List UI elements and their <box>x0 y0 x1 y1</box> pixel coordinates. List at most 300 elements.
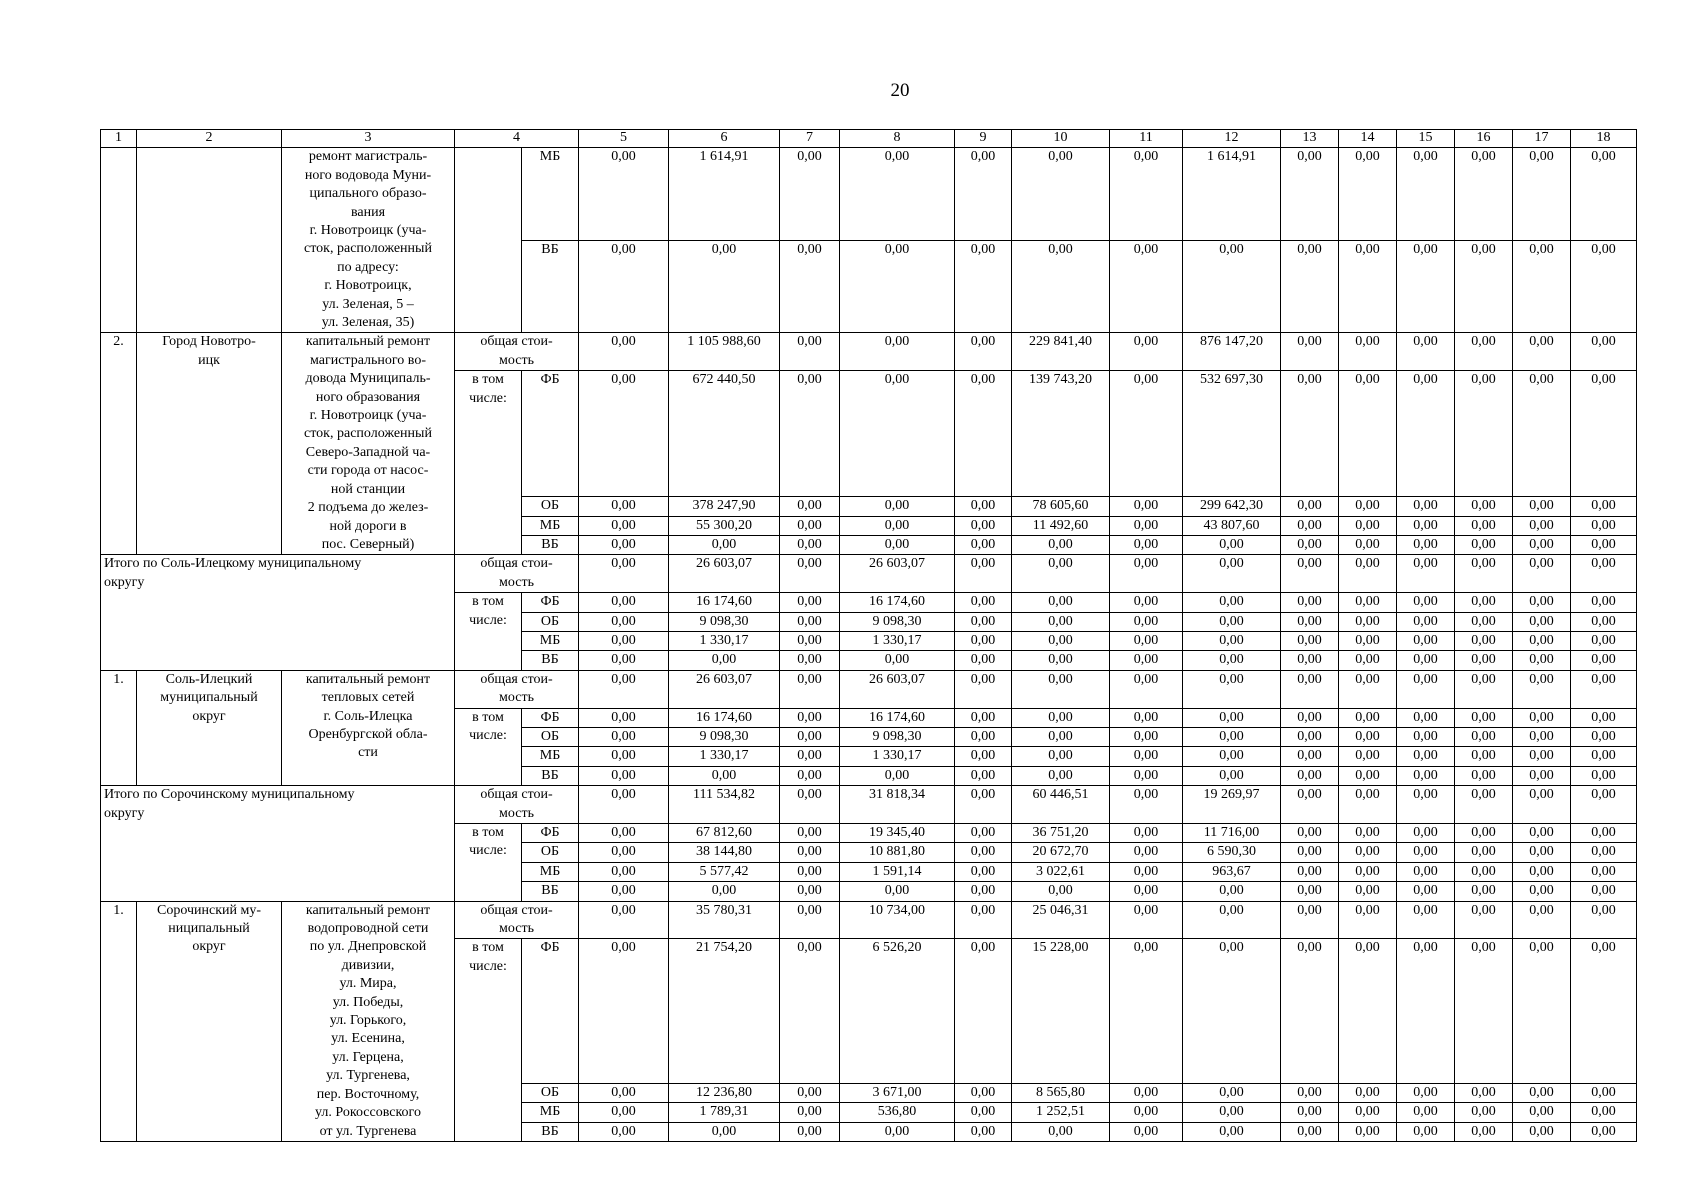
value-cell: 0,00 <box>1183 240 1281 333</box>
value-cell: 0,00 <box>1012 612 1110 631</box>
value-cell: 0,00 <box>1281 371 1339 497</box>
table-row <box>101 148 1637 241</box>
value-cell: 0,00 <box>780 555 840 593</box>
value-cell: 0,00 <box>1110 497 1183 516</box>
value-cell: 0,00 <box>780 497 840 516</box>
value-cell: 0,00 <box>1513 535 1571 554</box>
value-cell: 0,00 <box>780 766 840 785</box>
value-cell: 0,00 <box>1339 824 1397 843</box>
value-cell: 0,00 <box>579 333 669 371</box>
value-cell: 0,00 <box>780 939 840 1083</box>
value-cell: 0,00 <box>1397 612 1455 631</box>
value-cell: 0,00 <box>1110 555 1183 593</box>
value-cell: 0,00 <box>955 766 1012 785</box>
value-cell: 0,00 <box>1339 497 1397 516</box>
value-cell: 0,00 <box>780 371 840 497</box>
value-cell: 0,00 <box>669 651 780 670</box>
value-cell: 0,00 <box>1339 333 1397 371</box>
value-cell: 536,80 <box>840 1103 955 1122</box>
value-cell: 0,00 <box>955 651 1012 670</box>
value-cell: 0,00 <box>1513 497 1571 516</box>
value-cell: 0,00 <box>1012 882 1110 901</box>
value-cell: 0,00 <box>1281 670 1339 708</box>
value-cell: 31 818,34 <box>840 786 955 824</box>
value-cell: 0,00 <box>1339 1103 1397 1122</box>
value-cell: 0,00 <box>840 516 955 535</box>
value-cell: 0,00 <box>1339 651 1397 670</box>
value-cell: 11 492,60 <box>1012 516 1110 535</box>
value-cell: 0,00 <box>955 1083 1012 1102</box>
fund-label: МБ <box>522 631 579 650</box>
value-cell: 0,00 <box>1110 882 1183 901</box>
incl-label: в том числе: <box>455 824 522 902</box>
value-cell: 0,00 <box>579 1103 669 1122</box>
value-cell: 0,00 <box>1513 593 1571 612</box>
value-cell: 1 614,91 <box>669 148 780 241</box>
fund-label: ОБ <box>522 1083 579 1102</box>
value-cell: 0,00 <box>1339 901 1397 939</box>
value-cell: 0,00 <box>780 593 840 612</box>
header-cell: 11 <box>1110 130 1183 148</box>
value-cell: 0,00 <box>1571 843 1637 862</box>
value-cell: 0,00 <box>955 939 1012 1083</box>
value-cell: 0,00 <box>1183 901 1281 939</box>
value-cell: 15 228,00 <box>1012 939 1110 1083</box>
value-cell: 0,00 <box>955 555 1012 593</box>
value-cell: 0,00 <box>1110 333 1183 371</box>
value-cell: 25 046,31 <box>1012 901 1110 939</box>
value-cell: 0,00 <box>955 516 1012 535</box>
value-cell: 0,00 <box>780 240 840 333</box>
total-cost-label: общая стои- мость <box>455 555 579 593</box>
value-cell: 0,00 <box>579 651 669 670</box>
value-cell: 0,00 <box>1183 1103 1281 1122</box>
page-number: 20 <box>890 80 910 101</box>
value-cell: 16 174,60 <box>840 708 955 727</box>
value-cell: 0,00 <box>780 862 840 881</box>
value-cell: 0,00 <box>1281 824 1339 843</box>
value-cell: 0,00 <box>1339 371 1397 497</box>
value-cell: 1 789,31 <box>669 1103 780 1122</box>
municipality-name <box>137 148 282 333</box>
value-cell: 0,00 <box>1571 148 1637 241</box>
value-cell: 0,00 <box>579 148 669 241</box>
value-cell: 0,00 <box>1183 727 1281 746</box>
value-cell: 0,00 <box>1455 240 1513 333</box>
value-cell: 0,00 <box>1455 612 1513 631</box>
fund-label: ФБ <box>522 708 579 727</box>
value-cell: 0,00 <box>1110 1103 1183 1122</box>
value-cell: 0,00 <box>955 497 1012 516</box>
value-cell: 0,00 <box>955 631 1012 650</box>
value-cell: 0,00 <box>1397 939 1455 1083</box>
value-cell: 0,00 <box>1281 901 1339 939</box>
value-cell: 0,00 <box>1571 1083 1637 1102</box>
value-cell: 11 716,00 <box>1183 824 1281 843</box>
value-cell: 0,00 <box>1397 497 1455 516</box>
value-cell: 0,00 <box>1339 708 1397 727</box>
fund-label: ФБ <box>522 939 579 1083</box>
header-cell: 5 <box>579 130 669 148</box>
value-cell: 0,00 <box>1339 862 1397 881</box>
value-cell: 0,00 <box>1513 862 1571 881</box>
value-cell: 0,00 <box>780 333 840 371</box>
value-cell: 0,00 <box>579 901 669 939</box>
value-cell: 0,00 <box>1012 593 1110 612</box>
value-cell: 0,00 <box>1281 240 1339 333</box>
value-cell: 0,00 <box>1012 651 1110 670</box>
header-cell: 4 <box>455 130 579 148</box>
header-cell: 16 <box>1455 130 1513 148</box>
value-cell: 0,00 <box>1110 901 1183 939</box>
value-cell: 0,00 <box>1571 593 1637 612</box>
header-cell: 12 <box>1183 130 1281 148</box>
value-cell: 0,00 <box>1110 651 1183 670</box>
value-cell: 0,00 <box>1110 612 1183 631</box>
value-cell: 0,00 <box>1455 1103 1513 1122</box>
value-cell: 0,00 <box>955 670 1012 708</box>
value-cell: 0,00 <box>1455 747 1513 766</box>
incl-label: в том числе: <box>455 708 522 786</box>
value-cell: 0,00 <box>780 651 840 670</box>
value-cell: 0,00 <box>579 497 669 516</box>
value-cell: 876 147,20 <box>1183 333 1281 371</box>
value-cell: 0,00 <box>1281 333 1339 371</box>
value-cell: 0,00 <box>1455 1122 1513 1141</box>
value-cell: 60 446,51 <box>1012 786 1110 824</box>
value-cell: 0,00 <box>1183 708 1281 727</box>
value-cell: 0,00 <box>780 901 840 939</box>
value-cell: 0,00 <box>1110 593 1183 612</box>
value-cell: 0,00 <box>579 786 669 824</box>
value-cell: 0,00 <box>1571 766 1637 785</box>
value-cell: 0,00 <box>1571 516 1637 535</box>
value-cell: 0,00 <box>1455 727 1513 746</box>
value-cell: 0,00 <box>1110 1122 1183 1141</box>
value-cell: 0,00 <box>1339 882 1397 901</box>
value-cell: 0,00 <box>1281 939 1339 1083</box>
value-cell: 9 098,30 <box>669 612 780 631</box>
value-cell: 0,00 <box>955 333 1012 371</box>
row-number: 2. <box>101 333 137 555</box>
value-cell: 0,00 <box>1339 786 1397 824</box>
value-cell: 0,00 <box>1183 670 1281 708</box>
value-cell: 0,00 <box>1455 535 1513 554</box>
value-cell: 0,00 <box>1339 843 1397 862</box>
value-cell: 0,00 <box>1339 631 1397 650</box>
fund-label: МБ <box>522 1103 579 1122</box>
value-cell: 0,00 <box>1281 708 1339 727</box>
value-cell: 9 098,30 <box>840 727 955 746</box>
value-cell: 0,00 <box>1281 747 1339 766</box>
value-cell: 0,00 <box>780 631 840 650</box>
header-cell: 8 <box>840 130 955 148</box>
value-cell: 0,00 <box>955 747 1012 766</box>
value-cell: 1 330,17 <box>840 631 955 650</box>
value-cell: 26 603,07 <box>669 555 780 593</box>
value-cell: 0,00 <box>1513 148 1571 241</box>
value-cell: 0,00 <box>1513 651 1571 670</box>
value-cell: 0,00 <box>1110 766 1183 785</box>
value-cell: 0,00 <box>840 148 955 241</box>
value-cell: 0,00 <box>669 240 780 333</box>
value-cell: 5 577,42 <box>669 862 780 881</box>
object-description: капитальный ремонт водопроводной сети по ул. Днепровской дивизии, ул. Мира, ул. Победы, ул. Горького, ул. Есенина, ул. Герцена, ул. Тургенева, пер. Восточному, ул. Рокоссовского от ул. Тургенева <box>282 901 455 1141</box>
total-row <box>101 786 1637 824</box>
value-cell: 0,00 <box>1281 631 1339 650</box>
value-cell: 0,00 <box>669 1122 780 1141</box>
value-cell: 0,00 <box>1397 651 1455 670</box>
value-cell: 0,00 <box>1110 727 1183 746</box>
fund-label: ФБ <box>522 824 579 843</box>
header-row <box>101 130 1637 148</box>
value-cell: 0,00 <box>1513 708 1571 727</box>
value-cell: 0,00 <box>1513 631 1571 650</box>
value-cell: 0,00 <box>1397 843 1455 862</box>
value-cell: 229 841,40 <box>1012 333 1110 371</box>
value-cell: 0,00 <box>1281 535 1339 554</box>
value-cell: 0,00 <box>1571 612 1637 631</box>
value-cell: 0,00 <box>1455 939 1513 1083</box>
value-cell: 0,00 <box>1513 1083 1571 1102</box>
value-cell: 0,00 <box>780 148 840 241</box>
value-cell: 0,00 <box>1571 708 1637 727</box>
value-cell: 0,00 <box>840 766 955 785</box>
value-cell: 21 754,20 <box>669 939 780 1083</box>
value-cell: 16 174,60 <box>840 593 955 612</box>
value-cell: 0,00 <box>780 670 840 708</box>
value-cell: 0,00 <box>1012 708 1110 727</box>
fund-label: МБ <box>522 862 579 881</box>
value-cell: 0,00 <box>840 651 955 670</box>
value-cell: 0,00 <box>1455 497 1513 516</box>
value-cell: 0,00 <box>1397 901 1455 939</box>
value-cell: 0,00 <box>1571 901 1637 939</box>
value-cell: 0,00 <box>780 786 840 824</box>
value-cell: 0,00 <box>955 862 1012 881</box>
value-cell: 0,00 <box>579 824 669 843</box>
value-cell: 0,00 <box>1281 843 1339 862</box>
value-cell: 1 591,14 <box>840 862 955 881</box>
value-cell: 0,00 <box>1012 670 1110 708</box>
object-description: капитальный ремонт тепловых сетей г. Соль-Илецка Оренбургской обла- сти <box>282 670 455 785</box>
value-cell: 0,00 <box>1397 882 1455 901</box>
value-cell: 0,00 <box>1110 786 1183 824</box>
value-cell: 0,00 <box>1397 1122 1455 1141</box>
value-cell: 0,00 <box>1513 843 1571 862</box>
value-cell: 0,00 <box>1183 593 1281 612</box>
value-cell: 0,00 <box>1339 516 1397 535</box>
value-cell: 111 534,82 <box>669 786 780 824</box>
value-cell: 0,00 <box>1339 612 1397 631</box>
value-cell: 78 605,60 <box>1012 497 1110 516</box>
value-cell: 0,00 <box>1455 708 1513 727</box>
header-cell: 6 <box>669 130 780 148</box>
value-cell: 0,00 <box>1281 612 1339 631</box>
value-cell: 0,00 <box>1571 862 1637 881</box>
value-cell: 0,00 <box>1012 240 1110 333</box>
value-cell: 0,00 <box>780 1103 840 1122</box>
fund-label: ОБ <box>522 727 579 746</box>
value-cell: 0,00 <box>955 535 1012 554</box>
value-cell: 0,00 <box>1455 651 1513 670</box>
row-number: 1. <box>101 670 137 785</box>
value-cell: 0,00 <box>1183 766 1281 785</box>
value-cell: 0,00 <box>1513 727 1571 746</box>
value-cell: 36 751,20 <box>1012 824 1110 843</box>
fund-label: ФБ <box>522 593 579 612</box>
value-cell: 0,00 <box>1012 727 1110 746</box>
value-cell: 0,00 <box>1183 612 1281 631</box>
value-cell: 0,00 <box>1281 516 1339 535</box>
value-cell: 35 780,31 <box>669 901 780 939</box>
value-cell: 16 174,60 <box>669 593 780 612</box>
fund-label: ВБ <box>522 766 579 785</box>
value-cell: 0,00 <box>1397 824 1455 843</box>
value-cell: 0,00 <box>1339 1083 1397 1102</box>
fund-label: ВБ <box>522 240 579 333</box>
value-cell: 0,00 <box>1571 631 1637 650</box>
incl-label: в том числе: <box>455 939 522 1141</box>
value-cell: 0,00 <box>1183 631 1281 650</box>
value-cell: 1 105 988,60 <box>669 333 780 371</box>
value-cell: 0,00 <box>579 371 669 497</box>
value-cell: 378 247,90 <box>669 497 780 516</box>
header-cell: 13 <box>1281 130 1339 148</box>
value-cell: 0,00 <box>840 371 955 497</box>
value-cell: 0,00 <box>669 535 780 554</box>
value-cell: 0,00 <box>1513 516 1571 535</box>
value-cell: 0,00 <box>1571 240 1637 333</box>
value-cell: 0,00 <box>1012 555 1110 593</box>
value-cell: 0,00 <box>579 862 669 881</box>
value-cell: 0,00 <box>1339 593 1397 612</box>
value-cell: 0,00 <box>955 148 1012 241</box>
value-cell: 0,00 <box>780 824 840 843</box>
fund-label: ВБ <box>522 882 579 901</box>
value-cell: 0,00 <box>1571 535 1637 554</box>
value-cell: 0,00 <box>579 1122 669 1141</box>
value-cell: 19 269,97 <box>1183 786 1281 824</box>
value-cell: 0,00 <box>955 240 1012 333</box>
value-cell: 0,00 <box>579 766 669 785</box>
value-cell: 1 614,91 <box>1183 148 1281 241</box>
value-cell: 3 671,00 <box>840 1083 955 1102</box>
value-cell: 0,00 <box>579 631 669 650</box>
value-cell: 0,00 <box>1513 1122 1571 1141</box>
value-cell: 0,00 <box>1513 939 1571 1083</box>
value-cell: 0,00 <box>579 882 669 901</box>
value-cell: 0,00 <box>1281 1103 1339 1122</box>
value-cell: 0,00 <box>1513 747 1571 766</box>
value-cell: 0,00 <box>780 612 840 631</box>
fund-label: МБ <box>522 747 579 766</box>
value-cell: 0,00 <box>1455 766 1513 785</box>
value-cell: 0,00 <box>1571 371 1637 497</box>
fund-label: ФБ <box>522 371 579 497</box>
value-cell: 0,00 <box>1571 939 1637 1083</box>
subtotal-title: Итого по Сорочинскому муниципальному округу <box>101 786 455 901</box>
value-cell: 0,00 <box>579 708 669 727</box>
value-cell: 0,00 <box>1513 901 1571 939</box>
value-cell: 0,00 <box>1110 148 1183 241</box>
value-cell: 3 022,61 <box>1012 862 1110 881</box>
value-cell: 0,00 <box>1571 497 1637 516</box>
value-cell: 0,00 <box>1513 612 1571 631</box>
value-cell: 0,00 <box>1455 148 1513 241</box>
value-cell: 9 098,30 <box>669 727 780 746</box>
value-cell: 0,00 <box>1281 786 1339 824</box>
value-cell: 0,00 <box>579 535 669 554</box>
value-cell: 0,00 <box>1455 1083 1513 1102</box>
total-cost-label: общая стои- мость <box>455 901 579 939</box>
value-cell: 0,00 <box>1012 631 1110 650</box>
value-cell: 0,00 <box>1397 747 1455 766</box>
value-cell: 0,00 <box>579 747 669 766</box>
value-cell: 0,00 <box>1110 240 1183 333</box>
value-cell: 0,00 <box>1513 766 1571 785</box>
value-cell: 0,00 <box>840 1122 955 1141</box>
value-cell: 0,00 <box>1571 882 1637 901</box>
value-cell: 0,00 <box>1455 786 1513 824</box>
value-cell: 0,00 <box>1513 371 1571 497</box>
value-cell: 0,00 <box>579 555 669 593</box>
value-cell: 0,00 <box>1397 727 1455 746</box>
value-cell: 20 672,70 <box>1012 843 1110 862</box>
value-cell: 0,00 <box>955 612 1012 631</box>
object-description: капитальный ремонт магистрального во- довода Муниципаль- ного образования г. Новотроицк (уча- сток, расположенный Северо-Западной ча- сти города от насос- ной станции 2 подъема до желез- ной дороги в пос. Северный) <box>282 333 455 555</box>
value-cell: 26 603,07 <box>840 555 955 593</box>
value-cell: 26 603,07 <box>669 670 780 708</box>
value-cell: 0,00 <box>1571 670 1637 708</box>
value-cell: 1 330,17 <box>669 747 780 766</box>
value-cell: 16 174,60 <box>669 708 780 727</box>
value-cell: 0,00 <box>1281 593 1339 612</box>
value-cell: 299 642,30 <box>1183 497 1281 516</box>
total-cost-label: общая стои- мость <box>455 333 579 371</box>
municipality-name: Город Новотро- ицк <box>137 333 282 555</box>
value-cell: 0,00 <box>1513 882 1571 901</box>
value-cell: 0,00 <box>1571 786 1637 824</box>
municipality-name: Соль-Илецкий муниципальный округ <box>137 670 282 785</box>
value-cell: 0,00 <box>955 708 1012 727</box>
value-cell: 0,00 <box>1455 862 1513 881</box>
value-cell: 0,00 <box>1571 747 1637 766</box>
value-cell: 0,00 <box>1110 535 1183 554</box>
value-cell: 0,00 <box>1513 555 1571 593</box>
value-cell: 1 252,51 <box>1012 1103 1110 1122</box>
value-cell: 0,00 <box>1281 1122 1339 1141</box>
value-cell: 9 098,30 <box>840 612 955 631</box>
value-cell: 43 807,60 <box>1183 516 1281 535</box>
value-cell: 0,00 <box>955 371 1012 497</box>
value-cell: 0,00 <box>1110 631 1183 650</box>
total-row <box>101 555 1637 593</box>
value-cell: 0,00 <box>840 240 955 333</box>
value-cell: 0,00 <box>1281 555 1339 593</box>
fund-label: ОБ <box>522 497 579 516</box>
value-cell: 0,00 <box>579 843 669 862</box>
value-cell: 0,00 <box>1571 555 1637 593</box>
value-cell: 0,00 <box>579 612 669 631</box>
value-cell: 10 881,80 <box>840 843 955 862</box>
value-cell: 0,00 <box>669 882 780 901</box>
value-cell: 0,00 <box>1455 882 1513 901</box>
fund-label: ВБ <box>522 535 579 554</box>
value-cell: 0,00 <box>1281 1083 1339 1102</box>
value-cell: 0,00 <box>1397 371 1455 497</box>
value-cell: 0,00 <box>579 1083 669 1102</box>
